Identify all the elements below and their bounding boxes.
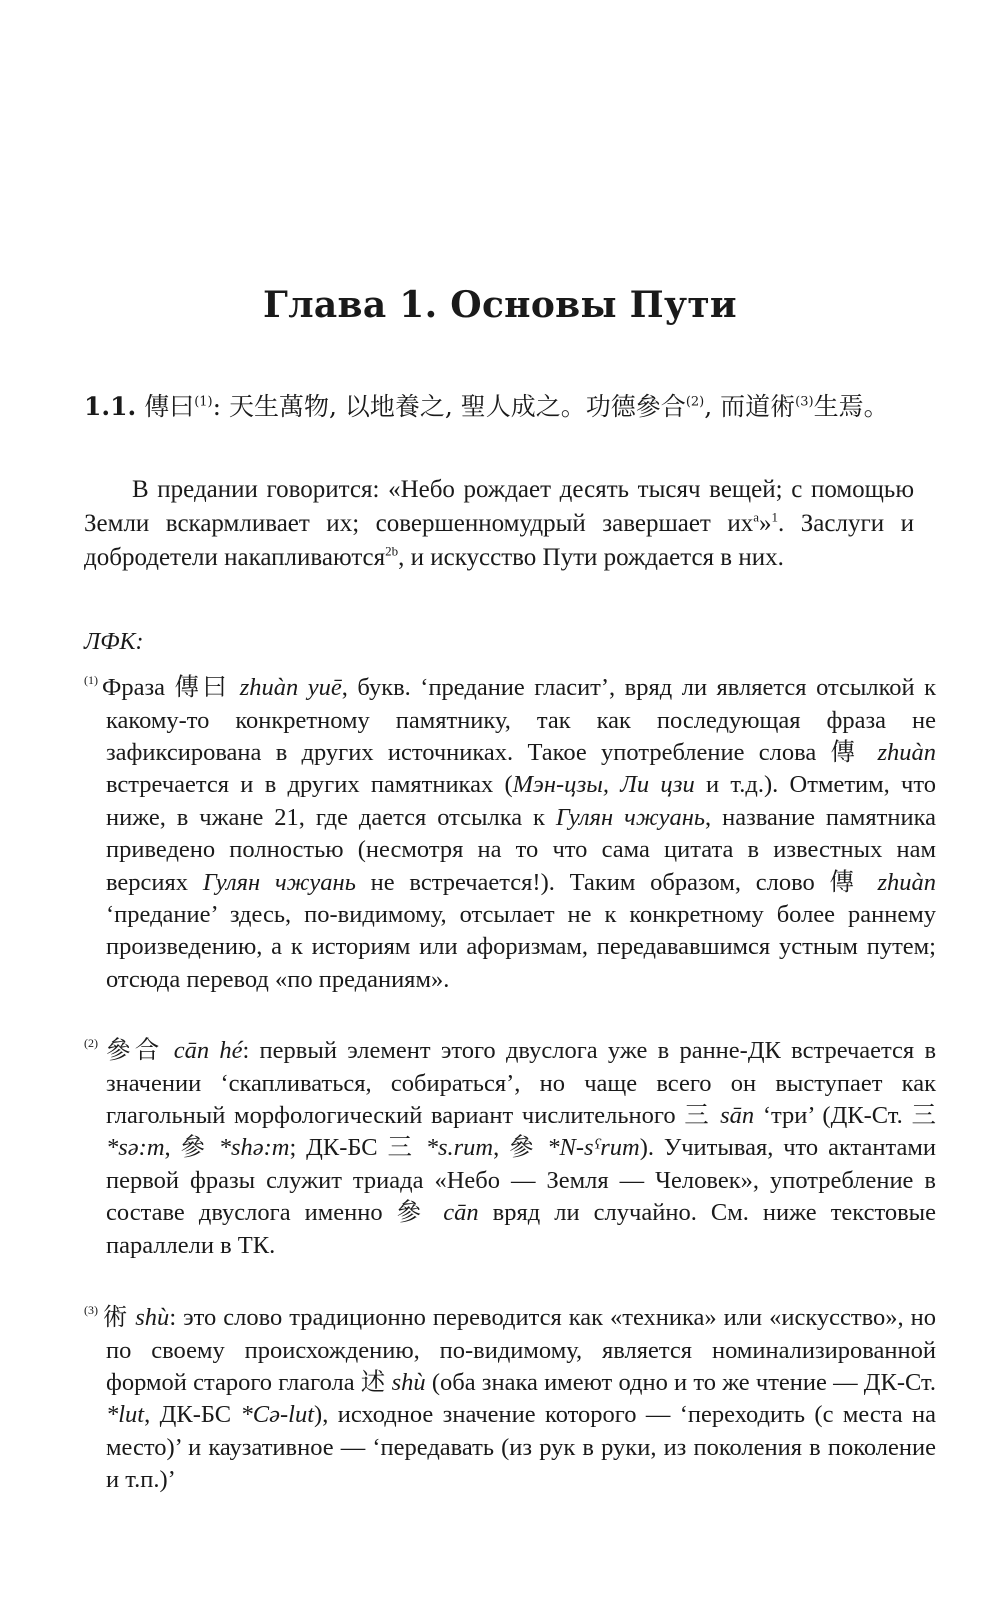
text-run: . Заслуги и добродетели накапливаются xyxy=(84,510,914,571)
note-ref: (2) xyxy=(685,394,705,410)
footnote-ref: 1 xyxy=(771,509,779,525)
text-run: В предании говорится: «Небо рождает десять тысяч вещей; с помощью Земли вскармливает их; совершенномудрый завершает их xyxy=(84,476,914,537)
text-run: ), исходное значение которого — ‘переходить (с места на место)’ и каузативное — ‘передавать (из рук в руки, из поколения в поколение и т.п.)’ xyxy=(106,1401,936,1494)
text-run: , название памятника приведено полностью (несмотря на то что сама цитата в известных нам версиях xyxy=(106,803,936,896)
italic-run: sān xyxy=(720,1101,755,1129)
italic-run: Мэн-цзы, Ли цзи xyxy=(512,771,695,799)
italic-run: Гулян чжуань xyxy=(202,868,356,896)
italic-run: Гулян чжуань xyxy=(555,803,706,831)
italic-run: cān xyxy=(443,1199,479,1227)
footnote-ref: 2b xyxy=(385,543,399,559)
italic-run: *N-sˤrum xyxy=(547,1134,640,1162)
text-run: встречается и в других памятниках ( xyxy=(106,771,513,799)
text-run: , 參 xyxy=(493,1134,548,1162)
note-ref: (1) xyxy=(194,394,213,410)
note-2 xyxy=(84,1029,936,1262)
text-run: не встречается!). Таким образом, слово 傳 xyxy=(355,868,878,896)
note-marker: (2) xyxy=(84,1036,98,1050)
italic-run: *sə:m xyxy=(106,1134,165,1162)
text-run: 術 xyxy=(102,1304,136,1332)
source-text xyxy=(84,388,914,426)
text-run: » xyxy=(759,510,772,537)
italic-run: zhuàn xyxy=(877,868,936,896)
lfk-heading: ЛФК: xyxy=(84,629,144,655)
text-run: Фраза 傳曰 xyxy=(102,674,240,702)
note-marker: (1) xyxy=(84,673,98,687)
text-run: , букв. ‘предание гласит’, вряд ли является отсылкой к какому-то конкретному памятнику, так как последующая фраза не зафиксирована в других источниках. Такое употребление слова 傳 xyxy=(106,674,936,766)
text-run: , ДК-БС xyxy=(144,1401,241,1429)
italic-run: zhuàn yuē xyxy=(239,674,342,702)
text-run: (оба знака имеют одно и то же чтение — ДК-Ст. xyxy=(425,1368,937,1396)
text-run: : это слово традиционно переводится как «техника» или «искусство», но по своему происхождению, по-видимому, является номинализированной формой старого глагола 述 xyxy=(106,1304,937,1396)
text-run: и т.д.). Отметим, что ниже, в чжане 21, где дается отсылка к xyxy=(106,771,936,831)
italic-run: shù xyxy=(391,1368,426,1396)
note-ref: (3) xyxy=(795,394,814,410)
italic-run: zhuàn xyxy=(877,738,936,766)
italic-run: cān hé xyxy=(173,1037,243,1065)
source-text-part: 傳曰 xyxy=(144,392,195,421)
text-run: ; ДК-БС 三 xyxy=(289,1134,426,1162)
footnote-ref: a xyxy=(753,509,760,525)
text-run: , и искусство Пути рождается в них. xyxy=(398,544,784,571)
source-text-part: 生焉。 xyxy=(813,392,889,421)
italic-run: *shə:m xyxy=(218,1134,290,1162)
source-text-part: , 而道術 xyxy=(704,392,796,421)
section-number: 1.1. xyxy=(84,392,137,421)
text-run: 參合 xyxy=(102,1037,174,1065)
text-run: , 參 xyxy=(164,1134,219,1162)
text-run: ). Учитывая, что актантами первой фразы служит триада «Небо — Земля — Человек», употребление в составе двуслога именно 參 xyxy=(106,1134,937,1227)
note-marker: (3) xyxy=(84,1303,98,1317)
italic-run: *s.rum xyxy=(425,1134,494,1162)
note-3 xyxy=(84,1296,936,1497)
text-run: вряд ли случайно. См. ниже текстовые параллели в ТК. xyxy=(106,1199,936,1259)
source-text-part: : 天生萬物, 以地養之, 聖人成之。功德參合 xyxy=(212,392,686,421)
note-1 xyxy=(84,666,936,996)
translation-paragraph xyxy=(84,473,914,575)
italic-run: *lut xyxy=(106,1401,145,1429)
chapter-title: Глава 1. Основы Пути xyxy=(263,284,737,326)
text-run: : первый элемент этого двуслога уже в ранне-ДК встречается в значении ‘скапливаться, собираться’, но чаще всего он выступает как глагольный морфологический вариант числительного 三 xyxy=(106,1037,937,1129)
italic-run: *Cə-lut xyxy=(240,1401,315,1429)
text-run: ‘три’ (ДК-Ст. 三 xyxy=(754,1101,936,1129)
text-run: ‘предание’ здесь, по-видимому, отсылает не к конкретному более раннему произведению, а к историям или афоризмам, передававшимся устным путем; отсюда перевод «по преданиям». xyxy=(106,901,936,993)
italic-run: shù xyxy=(135,1304,170,1332)
